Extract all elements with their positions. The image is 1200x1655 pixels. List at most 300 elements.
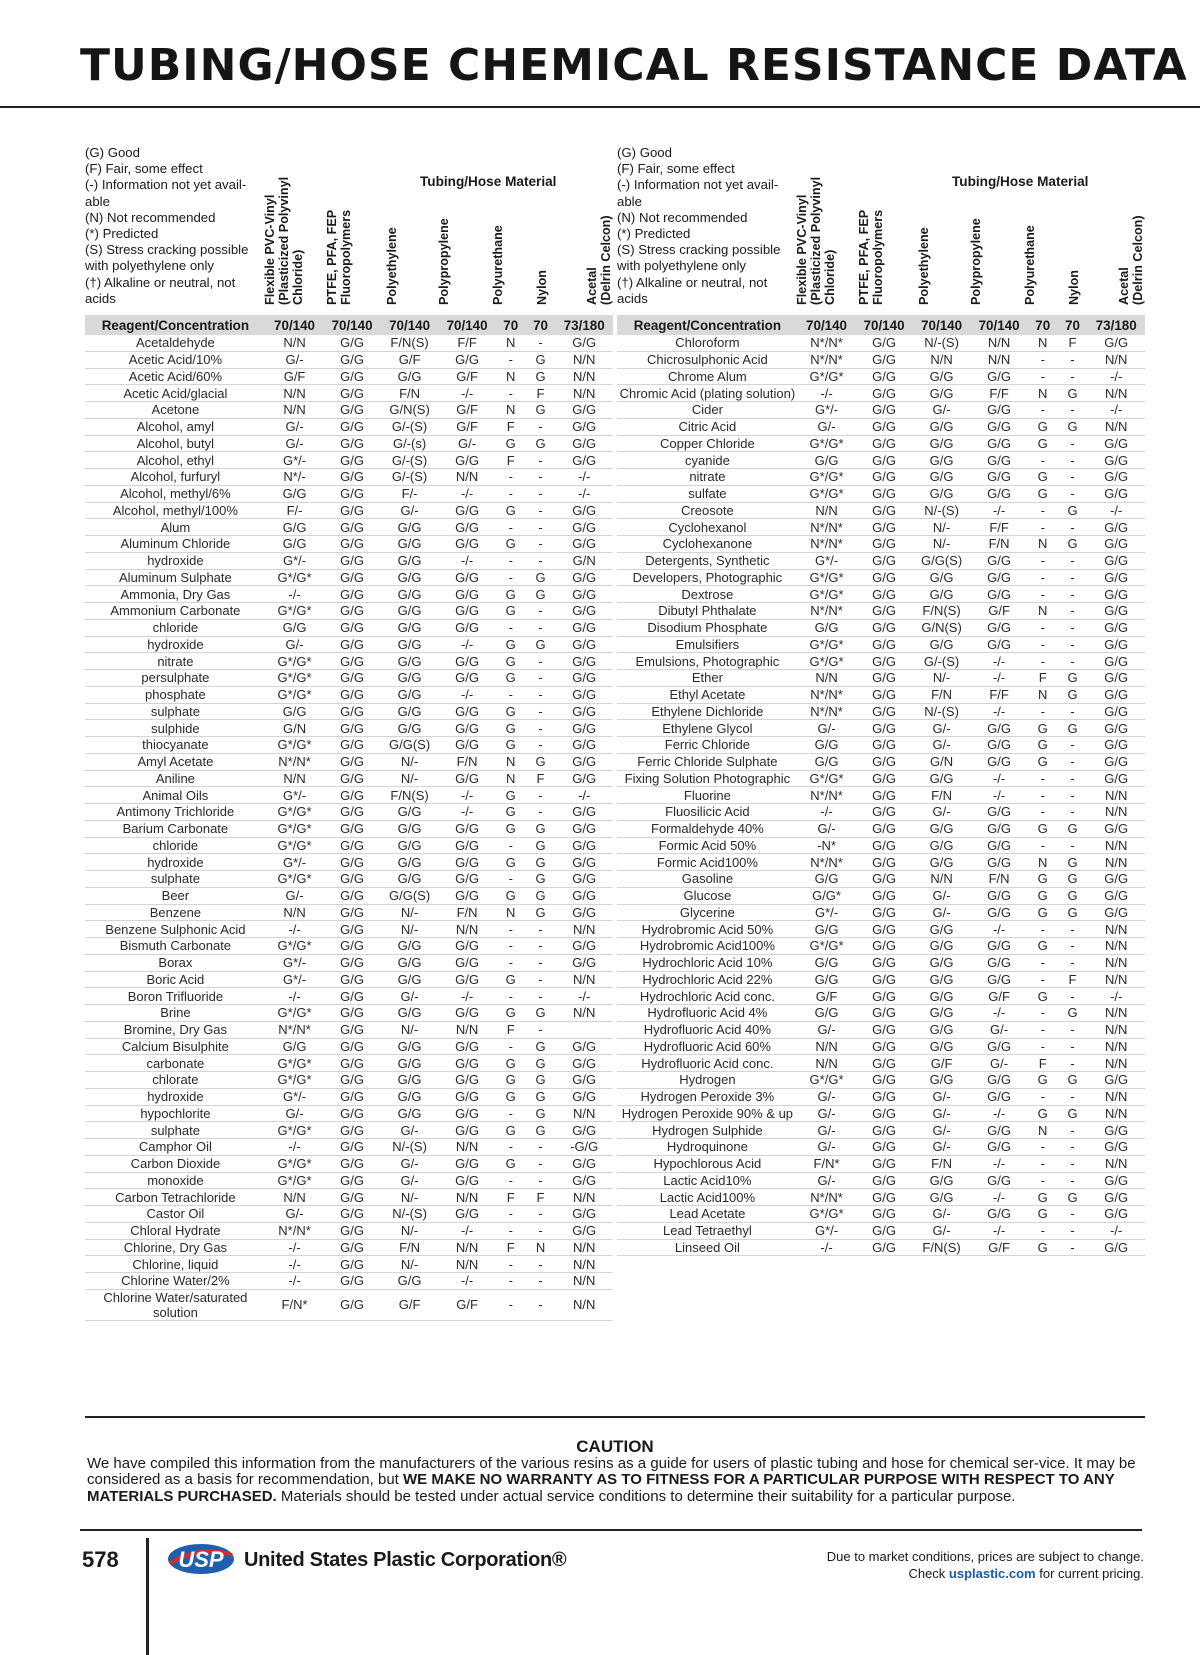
rating-cell: G/-(S) xyxy=(381,469,439,486)
rating-cell: -/- xyxy=(438,804,496,821)
reagent-name: Chrome Alum xyxy=(617,368,798,385)
rating-cell: N/N xyxy=(555,1289,613,1320)
rating-cell: G/G xyxy=(438,452,496,469)
table-row xyxy=(617,636,1145,653)
table-row xyxy=(85,1189,613,1206)
rating-cell: G xyxy=(496,536,526,553)
table-row xyxy=(85,670,613,687)
rating-cell: G/G xyxy=(438,653,496,670)
rating-cell: G*/- xyxy=(266,854,324,871)
rating-cell: G*/- xyxy=(266,1088,324,1105)
table-row xyxy=(85,1222,613,1239)
rating-cell: -/- xyxy=(1087,988,1145,1005)
rating-cell: - xyxy=(496,1273,526,1290)
rating-cell: G/G xyxy=(266,1038,324,1055)
reagent-name: Chlorine Water/saturated solution xyxy=(85,1289,266,1320)
rating-cell: G/G xyxy=(323,1155,381,1172)
column-header-row xyxy=(617,315,1145,335)
rating-cell: G xyxy=(1058,720,1088,737)
rating-cell: G xyxy=(1058,820,1088,837)
rating-cell: G xyxy=(1028,485,1058,502)
rating-cell: G/G xyxy=(438,1038,496,1055)
rating-cell: -/- xyxy=(266,1139,324,1156)
rating-cell: -/- xyxy=(438,385,496,402)
rating-cell: N xyxy=(1028,335,1058,351)
rating-cell: N/- xyxy=(381,1256,439,1273)
reagent-name: Aluminum Sulphate xyxy=(85,569,266,586)
rating-cell: G/G xyxy=(798,737,856,754)
rating-cell: G/G xyxy=(381,686,439,703)
rating-cell: G/G xyxy=(970,753,1028,770)
reagent-name: Hydrofluoric Acid 4% xyxy=(617,1005,798,1022)
rating-cell: G/G xyxy=(438,837,496,854)
rating-cell: G xyxy=(496,435,526,452)
rating-cell: - xyxy=(1058,653,1088,670)
legend-line: able xyxy=(617,193,642,209)
reagent-name: Brine xyxy=(85,1005,266,1022)
rating-cell: G xyxy=(526,1005,556,1022)
rating-cell: G/G xyxy=(323,871,381,888)
rating-cell: G/G xyxy=(555,954,613,971)
rating-cell: F xyxy=(526,770,556,787)
rating-cell: - xyxy=(1058,636,1088,653)
rating-cell: G xyxy=(526,1088,556,1105)
rating-cell: G/G xyxy=(266,619,324,636)
table-row xyxy=(85,502,613,519)
rating-cell: G/G xyxy=(798,871,856,888)
table-row xyxy=(617,1139,1145,1156)
material-label-pp xyxy=(437,149,457,305)
reagent-name: Hydrochloric Acid 22% xyxy=(617,971,798,988)
column-header: 70 xyxy=(496,315,526,335)
rating-cell: N/N xyxy=(555,1005,613,1022)
rating-cell: G/G xyxy=(855,1021,913,1038)
rating-cell: - xyxy=(1058,804,1088,821)
rating-cell: - xyxy=(496,485,526,502)
rating-cell: G/G xyxy=(970,452,1028,469)
rating-cell: G/G xyxy=(855,720,913,737)
rating-cell: G/- xyxy=(913,720,971,737)
rating-cell: G/G xyxy=(323,1206,381,1223)
rating-cell: G/G xyxy=(381,368,439,385)
rating-cell: N*/N* xyxy=(798,703,856,720)
rating-cell: G/G xyxy=(970,1206,1028,1223)
table-row xyxy=(85,1172,613,1189)
rating-cell: G/G xyxy=(1087,1139,1145,1156)
rating-cell: G/G xyxy=(970,586,1028,603)
rating-cell: G/G xyxy=(438,1005,496,1022)
rating-cell: N/N xyxy=(266,335,324,351)
rating-cell: G/G xyxy=(913,921,971,938)
rating-cell: -/- xyxy=(798,804,856,821)
table-row xyxy=(617,1172,1145,1189)
reagent-name: Ferric Chloride xyxy=(617,737,798,754)
table-row xyxy=(617,770,1145,787)
rating-cell: G/G xyxy=(438,603,496,620)
rating-cell: F/N xyxy=(970,871,1028,888)
notice-line: Due to market conditions, prices are subject to change. xyxy=(826,1549,1144,1564)
rating-cell: F/N xyxy=(381,385,439,402)
rating-cell: G/G xyxy=(913,586,971,603)
rating-cell: G/G xyxy=(438,871,496,888)
rating-cell: G*/G* xyxy=(798,435,856,452)
rating-cell: -/- xyxy=(970,1005,1028,1022)
material-label-line: Nylon xyxy=(1067,270,1081,305)
rating-cell: - xyxy=(526,1289,556,1320)
material-label-pu xyxy=(1023,149,1043,305)
rating-cell: G xyxy=(496,636,526,653)
rating-cell: G xyxy=(1058,854,1088,871)
column-header: 70/140 xyxy=(798,315,856,335)
rating-cell: -/- xyxy=(266,586,324,603)
rating-cell: G/G xyxy=(381,569,439,586)
rating-cell: F xyxy=(526,385,556,402)
rating-cell: N/N xyxy=(555,1273,613,1290)
legend-line: (F) Fair, some effect xyxy=(617,161,735,177)
rating-cell: G/G xyxy=(323,703,381,720)
table-row xyxy=(85,737,613,754)
rating-cell: G/G xyxy=(555,686,613,703)
legend-line: (N) Not recommended xyxy=(617,209,748,225)
rating-cell: - xyxy=(526,954,556,971)
table-row xyxy=(617,418,1145,435)
reagent-name: sulfate xyxy=(617,485,798,502)
rating-cell: G/- xyxy=(798,1139,856,1156)
rating-cell: -/- xyxy=(970,670,1028,687)
legend-line: (F) Fair, some effect xyxy=(85,161,203,177)
reagent-name: Hydrogen Peroxide 90% & up xyxy=(617,1105,798,1122)
rating-cell: G/G xyxy=(913,954,971,971)
reagent-name: chloride xyxy=(85,619,266,636)
rating-cell: G/G xyxy=(970,636,1028,653)
rating-cell: G/G xyxy=(323,787,381,804)
rating-cell: - xyxy=(1028,1088,1058,1105)
reagent-name: Chloral Hydrate xyxy=(85,1222,266,1239)
rating-cell: - xyxy=(496,1206,526,1223)
rating-cell: G*/G* xyxy=(798,485,856,502)
notice-line xyxy=(827,1565,1144,1582)
rating-cell: G*/G* xyxy=(266,837,324,854)
reagent-name: Alcohol, amyl xyxy=(85,418,266,435)
rating-cell: N/- xyxy=(913,519,971,536)
rating-cell: N/N xyxy=(555,1256,613,1273)
rating-cell: G/G xyxy=(1087,569,1145,586)
rating-cell: G/G xyxy=(1087,603,1145,620)
rating-cell: -/- xyxy=(798,385,856,402)
rating-cell: G/G xyxy=(855,452,913,469)
rating-cell: G/G xyxy=(555,737,613,754)
rating-cell: - xyxy=(1028,787,1058,804)
material-label-line: (Delrin Celcon) xyxy=(599,215,613,305)
rating-cell: G/G xyxy=(438,971,496,988)
legend-line: (†) Alkaline or neutral, not xyxy=(617,274,768,290)
rating-cell: N/N xyxy=(1087,971,1145,988)
rating-cell: -/- xyxy=(1087,1222,1145,1239)
rating-cell: G/G xyxy=(970,1139,1028,1156)
table-row xyxy=(617,1189,1145,1206)
rating-cell: - xyxy=(1028,1222,1058,1239)
resistance-table-right xyxy=(617,315,1145,1256)
table-panel-right xyxy=(617,145,1145,1256)
reagent-name: thiocyanate xyxy=(85,737,266,754)
reagent-name: Lead Tetraethyl xyxy=(617,1222,798,1239)
rating-cell: G/- xyxy=(913,1122,971,1139)
rating-cell: - xyxy=(496,921,526,938)
rating-cell: - xyxy=(1028,1155,1058,1172)
rating-cell: G/G xyxy=(323,854,381,871)
rating-cell: - xyxy=(526,536,556,553)
rating-cell: G/G xyxy=(555,753,613,770)
rating-cell: G/G xyxy=(855,351,913,368)
rating-cell: G/G xyxy=(855,603,913,620)
reagent-name: Lactic Acid100% xyxy=(617,1189,798,1206)
rating-cell: G xyxy=(1028,1105,1058,1122)
material-label-line: Chloride) xyxy=(291,249,305,305)
rating-cell: G/G xyxy=(555,603,613,620)
material-label-line: Polyurethane xyxy=(1023,225,1037,305)
rating-cell: N xyxy=(496,368,526,385)
rating-cell: - xyxy=(526,653,556,670)
rating-cell: G/G(S) xyxy=(381,737,439,754)
rating-cell: G/- xyxy=(798,418,856,435)
table-row xyxy=(85,536,613,553)
rating-cell: G/G xyxy=(381,536,439,553)
rating-cell: G/G xyxy=(323,1122,381,1139)
rating-cell: N/N xyxy=(1087,837,1145,854)
rating-cell: -/- xyxy=(970,653,1028,670)
rating-cell: F/N(S) xyxy=(381,787,439,804)
rating-cell: - xyxy=(496,1038,526,1055)
rating-cell: G xyxy=(1028,938,1058,955)
rating-cell: N/N xyxy=(438,1256,496,1273)
table-row xyxy=(617,1239,1145,1256)
rating-cell: G*/- xyxy=(266,787,324,804)
rating-cell: G/G xyxy=(1087,519,1145,536)
rating-cell: G/G xyxy=(555,536,613,553)
legend-line: (*) Predicted xyxy=(617,226,691,242)
legend xyxy=(85,145,260,307)
website-link[interactable]: usplastic.com xyxy=(948,1566,1036,1581)
rating-cell: N/N xyxy=(1087,1088,1145,1105)
rating-cell: G/G xyxy=(438,536,496,553)
rating-cell: - xyxy=(1058,1172,1088,1189)
reagent-name: Ammonia, Dry Gas xyxy=(85,586,266,603)
material-title: Tubing/Hose Material xyxy=(420,174,557,189)
rating-cell: - xyxy=(496,988,526,1005)
rating-cell: N xyxy=(496,770,526,787)
rating-cell: G/G xyxy=(438,1206,496,1223)
reagent-name: Lead Acetate xyxy=(617,1206,798,1223)
rating-cell: G*/G* xyxy=(798,586,856,603)
table-row xyxy=(617,586,1145,603)
reagent-name: Formaldehyde 40% xyxy=(617,820,798,837)
rating-cell: - xyxy=(526,1155,556,1172)
rating-cell: G/- xyxy=(913,1088,971,1105)
rating-cell: N/N xyxy=(1087,1038,1145,1055)
rating-cell: G*/G* xyxy=(266,1122,324,1139)
rating-cell: N/N xyxy=(970,335,1028,351)
rating-cell: F/F xyxy=(438,335,496,351)
rating-cell: - xyxy=(1058,1139,1088,1156)
table-row xyxy=(85,1256,613,1273)
rating-cell: G/G xyxy=(970,569,1028,586)
rating-cell: - xyxy=(1058,938,1088,955)
rating-cell: G/G xyxy=(323,1189,381,1206)
rating-cell: G/G xyxy=(438,670,496,687)
table-row xyxy=(617,485,1145,502)
rating-cell: - xyxy=(1028,552,1058,569)
rating-cell: G/G xyxy=(381,1088,439,1105)
rating-cell: - xyxy=(526,519,556,536)
rating-cell: - xyxy=(526,971,556,988)
rating-cell: G/G xyxy=(438,1072,496,1089)
rating-cell: G/G xyxy=(381,1005,439,1022)
table-row xyxy=(85,385,613,402)
rating-cell: G/- xyxy=(970,1021,1028,1038)
rating-cell: - xyxy=(1028,402,1058,419)
rating-cell: - xyxy=(1058,787,1088,804)
table-body xyxy=(85,335,613,1320)
rating-cell: - xyxy=(526,720,556,737)
reagent-name: phosphate xyxy=(85,686,266,703)
rating-cell: G xyxy=(1058,871,1088,888)
rating-cell: G/G xyxy=(266,485,324,502)
rating-cell: G/G xyxy=(323,1139,381,1156)
rating-cell: G/G xyxy=(381,603,439,620)
material-label-pvc xyxy=(263,149,305,305)
rating-cell: G/G xyxy=(323,686,381,703)
rating-cell: G*/G* xyxy=(266,820,324,837)
rating-cell: G/G xyxy=(555,770,613,787)
rating-cell: G/G xyxy=(381,653,439,670)
page-number: 578 xyxy=(82,1547,119,1572)
rating-cell: G xyxy=(1028,1239,1058,1256)
rating-cell: G xyxy=(496,670,526,687)
reagent-name: Acetic Acid/60% xyxy=(85,368,266,385)
column-header: 70 xyxy=(1028,315,1058,335)
rating-cell: G/G xyxy=(970,368,1028,385)
rating-cell: - xyxy=(1058,753,1088,770)
rating-cell: - xyxy=(1058,1222,1088,1239)
rating-cell: G/- xyxy=(798,1088,856,1105)
rating-cell: -/- xyxy=(266,1239,324,1256)
rating-cell: G/G xyxy=(913,1021,971,1038)
material-label-line: Fluoropolymers xyxy=(339,209,353,305)
rating-cell: G xyxy=(526,904,556,921)
rating-cell: N/N xyxy=(1087,1105,1145,1122)
rating-cell: F xyxy=(496,1021,526,1038)
rating-cell: - xyxy=(1058,519,1088,536)
material-label-pe xyxy=(385,149,405,305)
rating-cell: N/N xyxy=(438,469,496,486)
rating-cell: N/-(S) xyxy=(913,335,971,351)
rating-cell: N/- xyxy=(381,1189,439,1206)
rating-cell: G/G xyxy=(323,485,381,502)
rating-cell: G*/G* xyxy=(266,1055,324,1072)
reagent-name: Barium Carbonate xyxy=(85,820,266,837)
rating-cell: N/-(S) xyxy=(913,502,971,519)
rating-cell: F/N* xyxy=(798,1155,856,1172)
rating-cell: - xyxy=(526,603,556,620)
rating-cell: G/F xyxy=(438,368,496,385)
rating-cell: G/G xyxy=(323,469,381,486)
rating-cell: N*/N* xyxy=(798,603,856,620)
rating-cell: G/G xyxy=(855,1038,913,1055)
rating-cell: G/G xyxy=(1087,1189,1145,1206)
rating-cell: G xyxy=(526,1038,556,1055)
rating-cell: N/N xyxy=(970,351,1028,368)
rating-cell: - xyxy=(526,1256,556,1273)
column-header: 70/140 xyxy=(970,315,1028,335)
reagent-name: Amyl Acetate xyxy=(85,753,266,770)
rating-cell: N/N xyxy=(555,921,613,938)
rating-cell: G xyxy=(496,653,526,670)
rating-cell: G/G xyxy=(855,569,913,586)
rating-cell: G/G xyxy=(855,904,913,921)
table-row xyxy=(85,636,613,653)
reagent-name: Chlorine Water/2% xyxy=(85,1273,266,1290)
rating-cell: G/G xyxy=(381,720,439,737)
reagent-name: Bismuth Carbonate xyxy=(85,938,266,955)
rating-cell: G/G xyxy=(323,1273,381,1290)
legend-line: (N) Not recommended xyxy=(85,209,216,225)
rating-cell: G xyxy=(526,368,556,385)
rating-cell xyxy=(555,1021,613,1038)
rating-cell: F xyxy=(496,1189,526,1206)
rating-cell: N*/N* xyxy=(266,1021,324,1038)
rating-cell: G/G xyxy=(798,954,856,971)
rating-cell: G/G xyxy=(855,1072,913,1089)
reagent-name: Copper Chloride xyxy=(617,435,798,452)
rating-cell: G/G xyxy=(855,1189,913,1206)
rating-cell: G/G xyxy=(855,753,913,770)
table-row xyxy=(617,1155,1145,1172)
table-row xyxy=(85,435,613,452)
rating-cell: G/G xyxy=(555,502,613,519)
rating-cell: - xyxy=(496,1256,526,1273)
rating-cell: G*/G* xyxy=(266,686,324,703)
rating-cell: G/G xyxy=(438,351,496,368)
rating-cell: G*/G* xyxy=(798,770,856,787)
rating-cell: G/G xyxy=(323,586,381,603)
rating-cell: G/G xyxy=(323,904,381,921)
reagent-name: hydroxide xyxy=(85,854,266,871)
rating-cell: N/N xyxy=(1087,921,1145,938)
rating-cell: G/- xyxy=(798,1105,856,1122)
rating-cell: - xyxy=(526,787,556,804)
rating-cell: G/- xyxy=(913,1206,971,1223)
legend-line: with polyethylene only xyxy=(85,258,215,274)
rating-cell: G/G xyxy=(855,938,913,955)
caution-text-part: Materials should be tested under actual service conditions to determine their suitability for a particular purpose. xyxy=(276,1487,1016,1505)
rating-cell: G xyxy=(1028,418,1058,435)
rating-cell: G xyxy=(526,351,556,368)
rating-cell: - xyxy=(1028,921,1058,938)
rating-cell: G*/G* xyxy=(798,368,856,385)
rating-cell: - xyxy=(496,351,526,368)
rating-cell: G/G xyxy=(970,402,1028,419)
rating-cell: N/N xyxy=(438,1021,496,1038)
rating-cell: G/G xyxy=(855,1239,913,1256)
reagent-name: Dibutyl Phthalate xyxy=(617,603,798,620)
rating-cell: G/G xyxy=(855,1055,913,1072)
rating-cell: G*/G* xyxy=(798,1206,856,1223)
rating-cell: G/G xyxy=(438,720,496,737)
reagent-name: Calcium Bisulphite xyxy=(85,1038,266,1055)
rating-cell: -/- xyxy=(438,485,496,502)
rating-cell: G/G xyxy=(323,1222,381,1239)
rating-cell: -G/G xyxy=(555,1139,613,1156)
